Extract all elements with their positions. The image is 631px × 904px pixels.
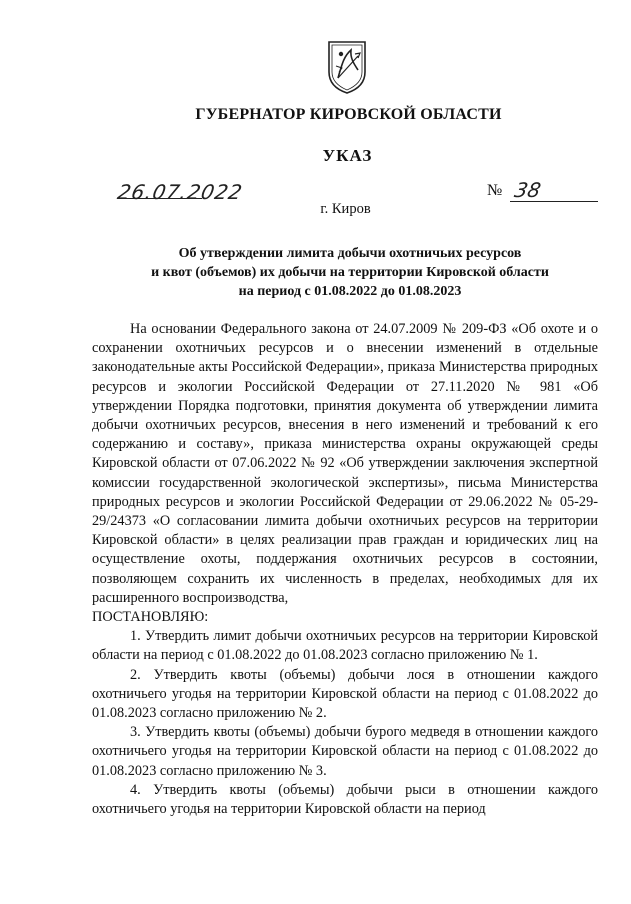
decree-date: 26.07.2022 <box>115 180 246 204</box>
decree-item: 1. Утвердить лимит добычи охотничьих ресурсов на территории Кировской области на период с 01.08.2022 до 01.08.2023 согласно приложению № 1. <box>92 628 598 664</box>
document-type: УКАЗ <box>322 146 373 165</box>
decree-body <box>92 320 598 819</box>
resolve-heading: ПОСТАНОВЛЯЮ: <box>92 609 209 626</box>
decree-item: 4. Утвердить квоты (объемы) добычи рыси в отношении каждого охотничьего угодья на территории Кировской области на период <box>92 781 598 818</box>
subject-line: Об утверждении лимита добычи охотничьих ресурсов <box>178 246 522 261</box>
subject-line: на период с 01.08.2022 до 01.08.2023 <box>238 284 462 299</box>
number-label: № <box>487 182 503 199</box>
decree-subject <box>60 244 631 301</box>
subject-line: и квот (объемов) их добычи на территории Кировской области <box>151 265 549 280</box>
kirov-oblast-coat-of-arms-icon <box>324 38 370 94</box>
authority-title: ГУБЕРНАТОР КИРОВСКОЙ ОБЛАСТИ <box>195 106 502 123</box>
decree-item: 3. Утвердить квоты (объемы) добычи бурого медведя в отношении каждого охотничьего угодья на территории Кировской области на период с 01.08.2022 до 01.08.2023 согласно приложению № 3. <box>92 724 598 779</box>
preamble-paragraph: На основании Федерального закона от 24.07.2009 № 209-ФЗ «Об охоте и о сохранении охотничьих ресурсов и о внесении изменений в отдельные законодательные акты Российской Федерации», приказа Министерства природных ресурсов и экологии Российской Федерации от 27.11.2020 № 981 «Об утверждении Порядка подготовки, принятия документа об утверждении лимита добычи охотничьих ресурсов, внесения в него изменений и требований к его содержанию и составу», приказа министерства охраны окружающей среды Кировской области от 07.06.2022 № 92 «Об утверждении заключения экспертной комиссии государственной экологической экспертизы», письма Министерства природных ресурсов и экологии Российской Федерации от 29.06.2022 № 05-29-29/24373 «О согласовании лимита добычи охотничьих ресурсов на территории Кировской области» в целях реализации прав граждан и юридических лиц на осуществление охоты, поддержания охотничьих ресурсов в состоянии, позволяющем сохранить их численность в пределах, необходимых для их расширенного воспроизводства, <box>92 321 598 606</box>
date-underline <box>118 198 202 199</box>
decree-number: 38 <box>512 178 544 202</box>
city: г. Киров <box>320 201 371 217</box>
decree-item: 2. Утвердить квоты (объемы) добычи лося в отношении каждого охотничьего угодья на территории Кировской области на период с 01.08.2022 до 01.08.2023 согласно приложению № 2. <box>92 666 598 722</box>
